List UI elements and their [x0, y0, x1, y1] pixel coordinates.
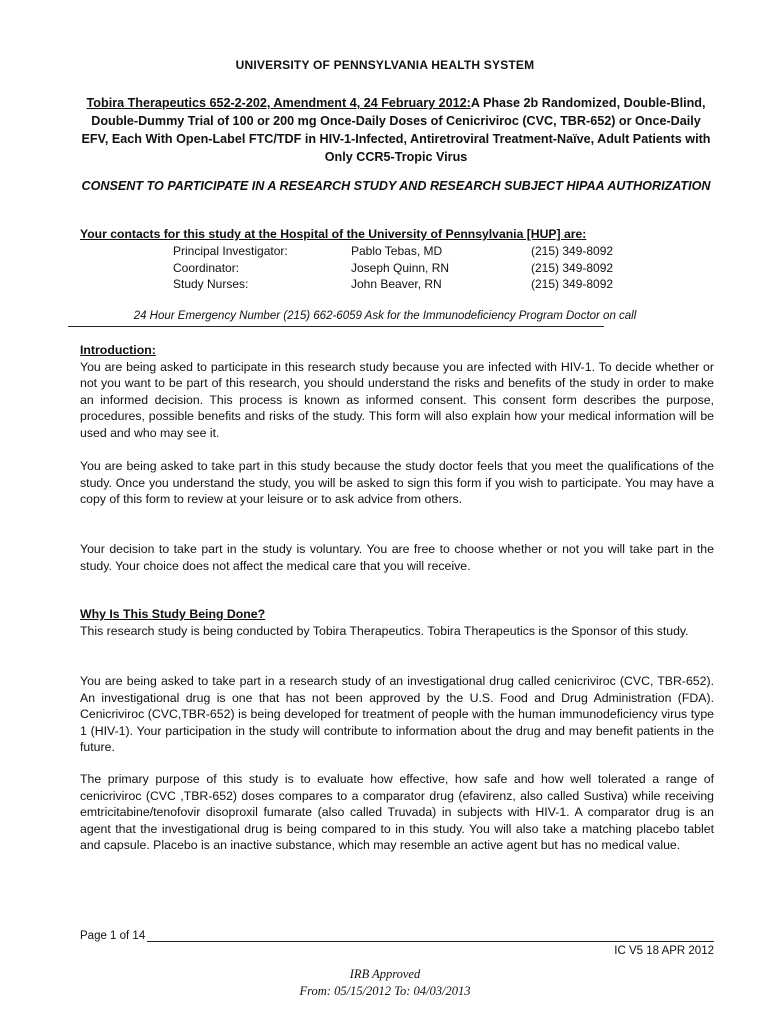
emergency-number: 24 Hour Emergency Number (215) 662-6059 Ask for the Immunodeficiency Program Doctor on call: [133, 310, 637, 322]
organization-heading: UNIVERSITY OF PENNSYLVANIA HEALTH SYSTEM: [235, 58, 535, 72]
page-footer: [80, 930, 714, 942]
why-heading: Why Is This Study Being Done?: [80, 607, 266, 621]
why-paragraph-2: You are being asked to take part in a research study of an investigational drug called cenicriviroc (CVC, TBR-652). An investigational drug is one that has not been approved by the U.S. Food and Drug Administration (FDA). Cenicriviroc (CVC,TBR-652) is being developed for treatment of people with the human immunodeficiency virus type 1 (HIV-1). Your participation in the study will contribute to information about the drug and may benefit patients in the future.: [80, 674, 714, 755]
why-paragraph-3: The primary purpose of this study is to evaluate how effective, how safe and how well tolerated a range of cenicriviroc (CVC ,TBR-652) doses compares to a comparator drug (efavirenz, also called Sustiva) while receiving emtricitabine/tenofovir disoproxil fumarate (also called Truvada) in subjects with HIV-1. A comparator drug is an agent that the investigational drug is being compared to in this study. You will also take a matching placebo tablet and capsule. Placebo is an inactive substance, which may resemble an active agent but has no medical value.: [80, 772, 714, 853]
version-label: IC V5 18 APR 2012: [614, 945, 714, 957]
contact-name: Pablo Tebas, MD: [351, 244, 443, 258]
contact-role: Principal Investigator:: [173, 244, 288, 258]
contact-role: Coordinator:: [173, 260, 240, 275]
study-title: [80, 94, 712, 166]
irb-approval-stamp: [0, 966, 770, 1000]
irb-approval-dates: From: 05/15/2012 To: 04/03/2013: [299, 984, 471, 998]
contacts-heading: Your contacts for this study at the Hospital of the University of Pennsylvania [HUP] are:: [80, 227, 587, 241]
introduction-section: [80, 342, 714, 442]
page-number: Page 1 of 14: [80, 930, 146, 942]
study-title-description: A Phase 2b Randomized, Double-Blind, Double-Dummy Trial of 100 or 200 mg Once-Daily Doses of Cenicriviroc (CVC, TBR-652) or Once-Daily EFV, Each With Open-Label FTC/TDF in HIV-1-Infected, Antiretroviral Treatment-Naïve, Adult Patients with Only CCR5-Tropic Virus: [81, 96, 711, 164]
contact-name: Joseph Quinn, RN: [351, 260, 450, 275]
introduction-paragraph-2: You are being asked to take part in this study because the study doctor feels that you meet the qualifications of the study. Once you understand the study, you will be asked to sign this form if you wish to participate. You may have a copy of this form to review at your leisure or to ask advice from others.: [80, 459, 714, 507]
why-section: [80, 606, 714, 639]
contact-phone: (215) 349-8092: [531, 277, 614, 291]
contact-row: [173, 243, 633, 260]
contact-row: [173, 276, 633, 293]
introduction-paragraph-1: You are being asked to participate in this research study because you are infected with HIV-1. To decide whether or not you want to be part of this research, you should understand the risks and benefits of the study in order to make an informed decision. This process is known as informed consent. This consent form describes the purpose, procedures, possible benefits and risks of the study. This form will also explain how your medical information will be used and who may see it.: [80, 359, 714, 440]
why-paragraph-1: This research study is being conducted by Tobira Therapeutics. Tobira Therapeutics is the Sponsor of this study.: [80, 623, 689, 638]
footer-rule: [147, 931, 714, 942]
consent-title: CONSENT TO PARTICIPATE IN A RESEARCH STUDY AND RESEARCH SUBJECT HIPAA AUTHORIZATION: [81, 179, 711, 193]
contact-row: [173, 260, 633, 277]
divider: [68, 326, 604, 327]
introduction-heading: Introduction:: [80, 343, 156, 357]
contact-role: Study Nurses:: [173, 277, 249, 291]
study-title-protocol: Tobira Therapeutics 652-2-202, Amendment 4, 24 February 2012:: [86, 96, 471, 110]
introduction-paragraph-3: Your decision to take part in the study is voluntary. You are free to choose whether or not you will take part in the study. Your choice does not affect the medical care that you will receive.: [80, 542, 714, 573]
contacts-list: [173, 243, 633, 293]
contact-name: John Beaver, RN: [351, 277, 442, 291]
contact-phone: (215) 349-8092: [531, 260, 614, 275]
contact-phone: (215) 349-8092: [531, 244, 614, 258]
irb-approved-label: IRB Approved: [349, 967, 421, 981]
